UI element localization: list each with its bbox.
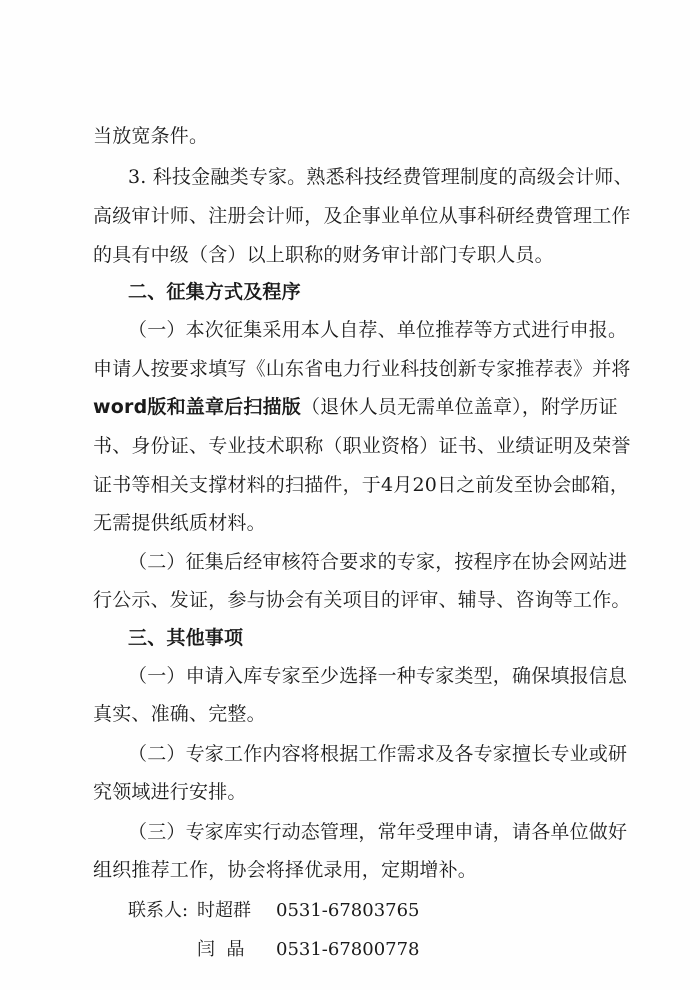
paragraph-line: 书、身份证、专业技术职称（职业资格）证书、业绩证明及荣誉 [93, 435, 631, 457]
contact-person-name: 闫 晶 [197, 939, 245, 960]
section-heading: 二、征集方式及程序 [128, 281, 301, 303]
contact-phone: 0531-67800778 [276, 939, 420, 960]
paragraph-line: 的具有中级（含）以上职称的财务审计部门专职人员。 [93, 244, 554, 266]
paragraph-line: （二）征集后经审核符合要求的专家，按程序在协会网站进 [128, 551, 628, 573]
contact-person-name: 时超群 [197, 900, 251, 921]
paragraph-text: （退休人员无需单位盖章），附学历证 [300, 396, 618, 418]
paragraph-line: （一）申请入库专家至少选择一种专家类型，确保填报信息 [128, 665, 628, 687]
contact-phone: 0531-67803765 [276, 900, 420, 921]
paragraph-line [93, 393, 623, 421]
paragraph-line: 高级审计师、注册会计师，及企事业单位从事科研经费管理工作 [93, 205, 631, 227]
paragraph-line: （二）专家工作内容将根据工作需求及各专家擅长专业或研 [128, 743, 628, 765]
contact-label: 联系人: [128, 900, 189, 921]
paragraph-line: 真实、准确、完整。 [93, 703, 266, 725]
paragraph-line: 3. 科技金融类专家。熟悉科技经费管理制度的高级会计师、 [128, 166, 633, 188]
bold-phrase: word版和盖章后扫描版 [93, 396, 301, 418]
paragraph-line: 无需提供纸质材料。 [93, 512, 266, 534]
paragraph-line: 证书等相关支撑材料的扫描件，于4月20日之前发至协会邮箱， [93, 474, 630, 496]
paragraph-line: 当放宽条件。 [93, 125, 209, 147]
paragraph-line: 申请人按要求填写《山东省电力行业科技创新专家推荐表》并将 [93, 358, 631, 380]
section-heading: 三、其他事项 [128, 627, 244, 649]
paragraph-line: 组织推荐工作，协会将择优录用，定期增补。 [93, 859, 478, 881]
paragraph-line: （三）专家库实行动态管理，常年受理申请，请各单位做好 [128, 821, 628, 843]
paragraph-line: 究领域进行安排。 [93, 781, 247, 803]
paragraph-line: （一）本次征集采用本人自荐、单位推荐等方式进行申报。 [128, 319, 628, 341]
paragraph-line: 行公示、发证，参与协会有关项目的评审、辅导、咨询等工作。 [93, 589, 631, 611]
